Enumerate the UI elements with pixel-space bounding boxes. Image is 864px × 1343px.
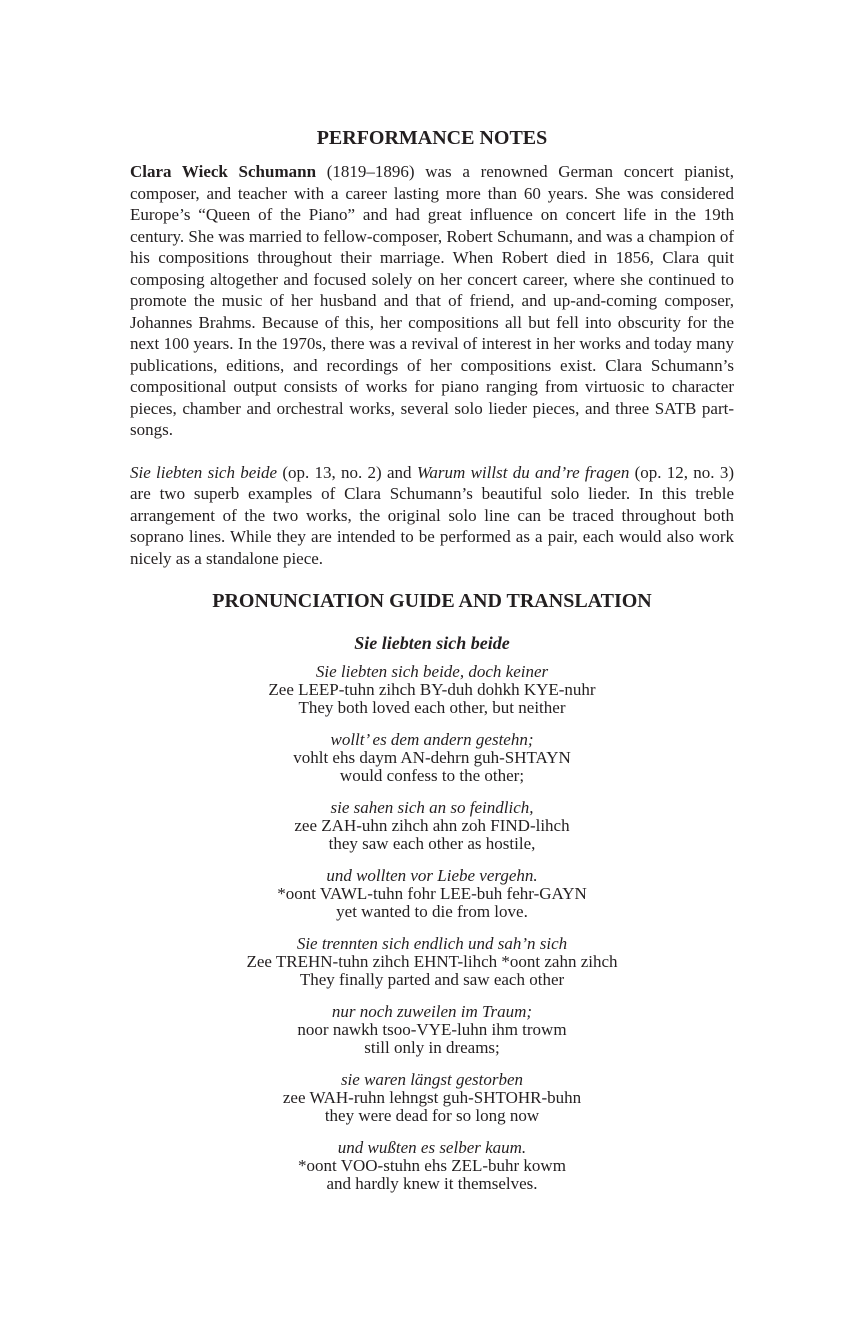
performance-notes-heading: PERFORMANCE NOTES [316,127,548,149]
english-line: still only in dreams; [364,1038,500,1057]
phonetic-line: noor nawkh tsoo-VYE-luhn ihm trowm [297,1020,567,1039]
english-line: and hardly knew it themselves. [326,1174,538,1193]
german-line: Sie liebten sich beide, doch keiner [315,662,549,681]
english-line: They both loved each other, but neither [298,698,566,717]
biography-paragraph [130,161,734,441]
phonetic-line: *oont VOO-stuhn ehs ZEL-buhr kowm [298,1156,566,1175]
english-line: they were dead for so long now [324,1106,540,1125]
song-title: Sie liebten sich beide [354,633,510,653]
stanza [130,799,734,853]
composer-name: Clara Wieck Schumann [130,162,317,181]
german-line: sie waren längst gestorben [340,1070,524,1089]
german-line: wollt’ es dem andern gestehn; [330,730,534,749]
phonetic-line: zee ZAH-uhn zihch ahn zoh FIND-lihch [294,816,570,835]
phonetic-line: Zee TREHN-tuhn zihch EHNT-lihch *oont zahn zihch [246,952,618,971]
work-title-1: Sie liebten sich beide [130,462,278,482]
stanza [130,1071,734,1125]
german-line: und wußten es selber kaum. [337,1138,527,1157]
document-page [130,124,734,1193]
german-line: sie sahen sich an so feindlich, [330,798,534,817]
english-line: They finally parted and saw each other [299,970,565,989]
stanza [130,731,734,785]
english-line: yet wanted to die from love. [336,902,528,921]
work-title-2: Warum willst du and’re fragen [416,462,630,482]
works-text: (op. 12, no. 3) are two superb examples of Clara Schumann’s beautiful solo lieder. In this treble arrangement of the two works, the original solo line can be traced throughout both soprano lines. While they are intended to be performed as a pair, each would also work nicely as a standalone piece. [130,462,734,568]
stanza [130,663,734,717]
phonetic-line: Zee LEEP-tuhn zihch BY-duh dohkh KYE-nuhr [268,680,596,699]
phonetic-line: zee WAH-ruhn lehngst guh-SHTOHR-buhn [282,1088,582,1107]
german-line: und wollten vor Liebe vergehn. [326,866,538,885]
stanza [130,1003,734,1057]
german-line: Sie trennten sich endlich und sah’n sich [296,934,568,953]
stanza [130,867,734,921]
english-line: they saw each other as hostile, [328,834,536,853]
stanza [130,935,734,989]
pronunciation-heading: PRONUNCIATION GUIDE AND TRANSLATION [212,590,652,612]
biography-text: (1819–1896) was a renowned German concert pianist, composer, and teacher with a career lasting more than 60 years. She was considered Europe’s “Queen of the Piano” and had great influence on concert life in the 19th century. She was married to fellow-composer, Robert Schumann, and was a champion of his compositions throughout their marriage. When Robert died in 1856, Clara quit composing altogether and focused solely on her concert career, where she continued to promote the music of her husband and that of friend, and up-and-coming composer, Johannes Brahms. Because of this, her compositions all but fell into obscurity for the next 100 years. In the 1970s, there was a revival of interest in her works and today many publications, editions, and recordings of her compositions exist. Clara Schumann’s compositional output consists of works for piano ranging from virtuosic to character pieces, chamber and orchestral works, several solo lieder pieces, and three SATB part-songs. [130,162,734,439]
phonetic-line: *oont VAWL-tuhn fohr LEE-buh fehr-GAYN [277,884,587,903]
stanza [130,1139,734,1193]
works-paragraph [130,462,734,570]
stanza-list [130,663,734,1193]
german-line: nur noch zuweilen im Traum; [331,1002,533,1021]
works-connector: (op. 13, no. 2) and [277,462,417,482]
phonetic-line: vohlt ehs daym AN-dehrn guh-SHTAYN [293,748,571,767]
english-line: would confess to the other; [339,766,525,785]
